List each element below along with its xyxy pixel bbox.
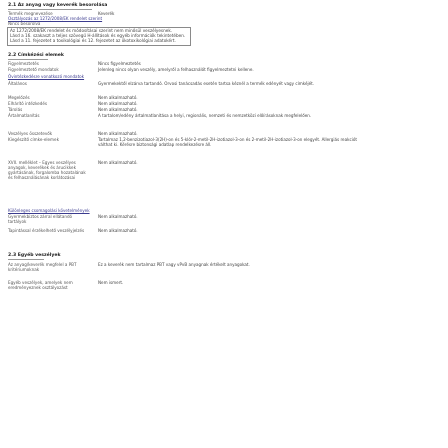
top-row-0-key: Termék megnevezése	[8, 11, 53, 16]
label-row-2-key[interactable]: Óvintézkedésre vonatkozó mondatok	[8, 74, 85, 79]
section-2-1-title: 2.1 Az anyag vagy keverék besorolása	[8, 3, 108, 8]
top-row-0-value: Keverék	[98, 11, 115, 16]
label-row-11-key[interactable]: Különleges csomagolási követelmények	[8, 208, 90, 213]
top-row-1-key[interactable]: Osztályozás az 1272/2008/EK rendelet szerint	[8, 16, 103, 21]
section-2-3-title: 2.3 Egyéb veszélyek	[8, 253, 61, 258]
label-row-10-value: Nem alkalmazható.	[98, 160, 138, 165]
top-row-2-key: Nincs besorolva	[8, 21, 41, 26]
label-row-6-key: Tárolás	[8, 107, 23, 112]
label-row-4-key: Megelőzés	[8, 95, 30, 100]
label-row-1-value: Jelenleg nincs olyan veszély, amelyről a felhasználót figyelmeztetni kellene.	[98, 67, 254, 72]
label-row-9-value: Tartalmaz 1,2-benzizotiazol-3(2H)-on és 5-klór-2-metil-2H-izotiazol-3-on és 2-metil-2H-izotiazol-3-on elegyét. Allergiás reakciót válthat ki. Kérésre biztonsági adatlap rendelkezésre áll.	[98, 137, 357, 147]
title-underline	[8, 9, 92, 10]
label-row-1-key: Figyelmeztető mondatok	[8, 67, 59, 72]
other-row-0-value: Ez a keverék nem tartalmaz PBT vagy vPvB anyagnak értékelt anyagokat.	[98, 262, 250, 267]
label-row-13-value: Nem alkalmazható.	[98, 228, 138, 233]
other-row-1-value: Nem ismert.	[98, 280, 124, 285]
notice-line-1: Lásd a 16. szakaszt a teljes szövegű H-állítások és egyéb információk tekintetében.	[10, 33, 186, 38]
section-2-2-rule	[8, 59, 48, 60]
label-row-3-key: Általános	[8, 81, 27, 86]
label-row-12-value: Nem alkalmazható.	[98, 214, 138, 219]
label-row-4-value: Nem alkalmazható.	[98, 95, 138, 100]
label-row-13-key: Tapintással érzékelhető veszélyjelzés	[8, 228, 85, 233]
label-row-12-key: Gyermekbiztos zárral ellátandó tartályok	[8, 214, 73, 224]
other-row-1-key: Egyéb veszélyek, amelyek nem eredményeznek osztályozást	[8, 280, 73, 290]
notice-line-2: Lásd a 11. fejezetet a toxikológiai és 12. fejezetet az ökotoxikológiai adatokért.	[10, 38, 176, 43]
label-row-9-key: Kiegészítő címke-elemek	[8, 137, 59, 142]
section-2-3-rule	[8, 259, 44, 260]
notice-line-0: Az 1272/2008/EK rendelet és módosításai szerint nem minősül veszélyesnek.	[10, 28, 173, 33]
label-row-3-value: Gyermekektől elzárva tartandó. Orvosi tanácsadás esetén tartsa kéznél a termék edényét vagy címkéjét.	[98, 81, 315, 86]
label-row-7-key: Ártalmatlanítás	[8, 113, 40, 118]
other-row-0-key: Az anyag/keverék megfelel a PBT kritériumoknak	[8, 262, 77, 272]
label-row-8-key: Veszélyes összetevők	[8, 131, 53, 136]
section-2-2-title: 2.2 Címkézési elemek	[8, 53, 64, 58]
label-row-8-value: Nem alkalmazható.	[98, 131, 138, 136]
label-row-0-key: Figyelmeztetés	[8, 61, 39, 66]
label-row-5-value: Nem alkalmazható.	[98, 101, 138, 106]
label-row-10-key: XVII. melléklet – Egyes veszélyes anyagok, keverékek és árucikkek gyártásának, forgalomba hozatalának és felhasználásának korlátozásai	[8, 160, 86, 180]
label-row-5-key: Elhárító intézkedés	[8, 101, 48, 106]
label-row-6-value: Nem alkalmazható.	[98, 107, 138, 112]
label-row-0-value: Nincs figyelmeztetés	[98, 61, 141, 66]
label-row-7-value: A tartalom/edény ártalmatlanítása a helyi, regionális, nemzeti és nemzetközi előírásoknak megfelelően.	[98, 113, 312, 118]
